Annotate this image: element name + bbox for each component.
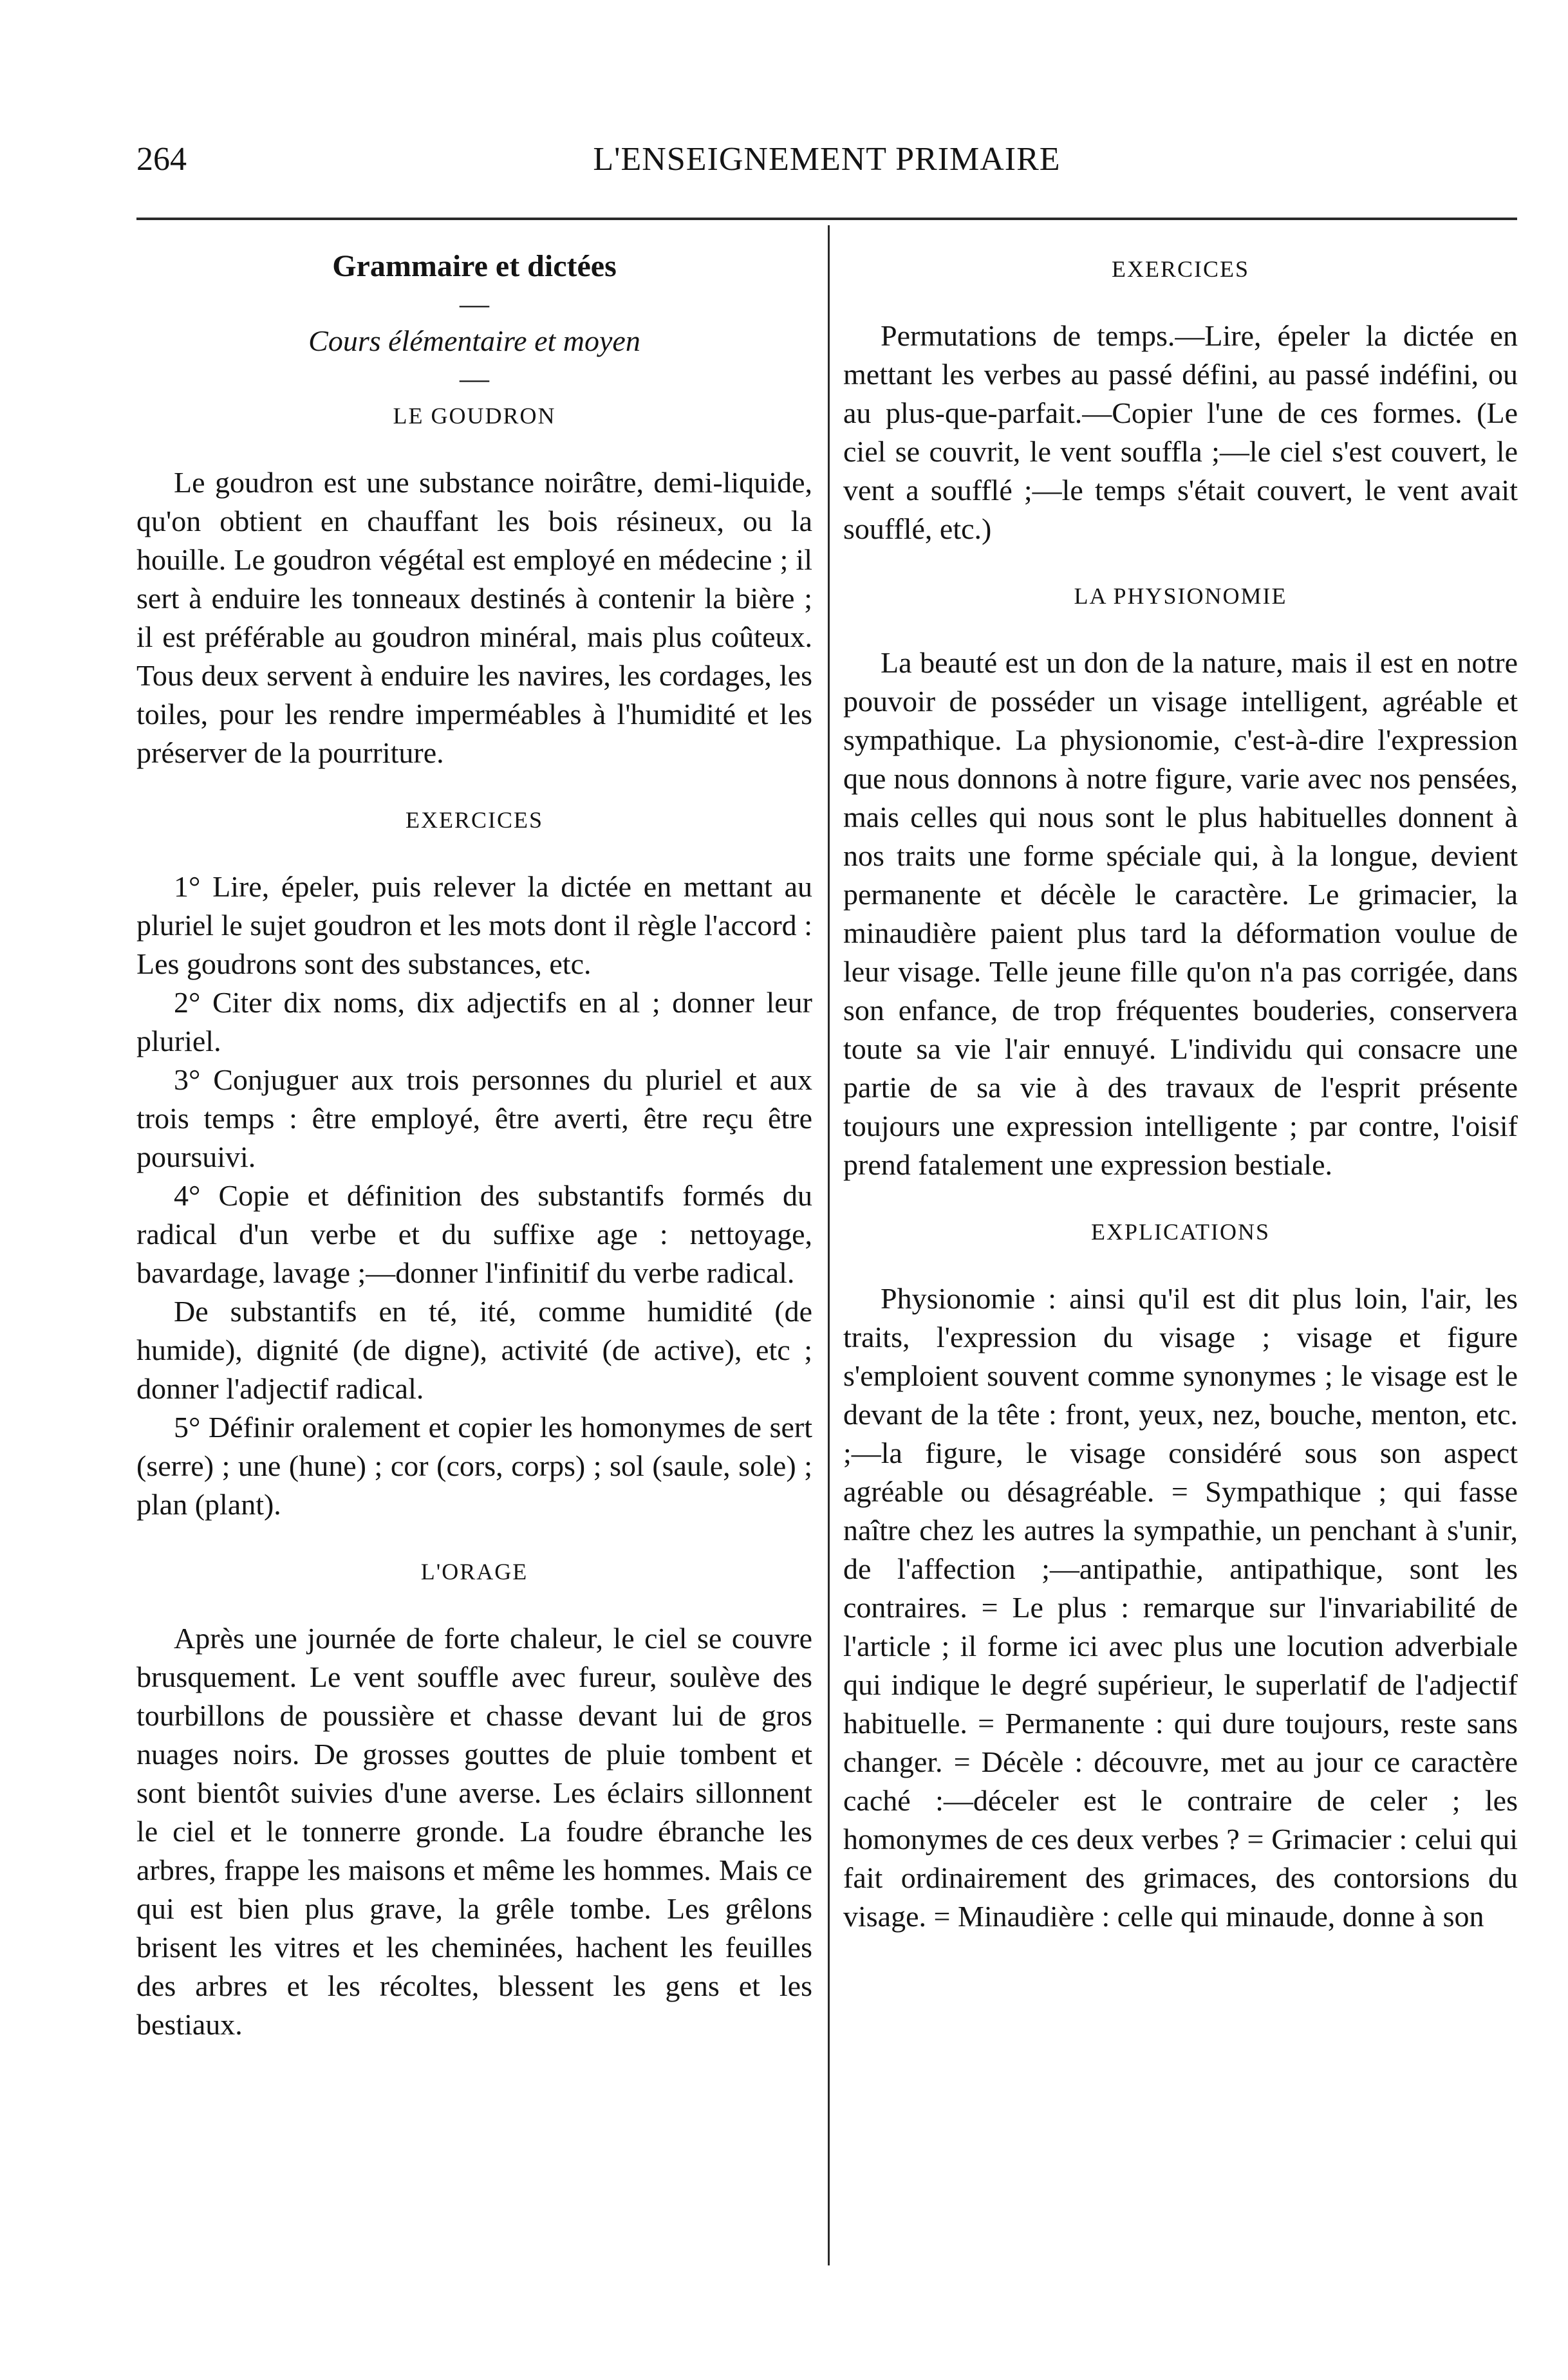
column-divider [828,225,830,2265]
dictee-title-orage: L'ORAGE [420,1559,528,1585]
exercise-item: 5° Définir oralement et copier les homonymes de sert (serre) ; une (hune) ; cor (cors, corps) ; sol (saule, sole) ; plan (plant). [136,1411,812,1521]
running-title: L'ENSEIGNEMENT PRIMAIRE [593,141,1061,178]
section-title: Grammaire et dictées [332,249,617,283]
explications-text: Physionomie : ainsi qu'il est dit plus loin, l'air, les traits, l'expression du visage ; visage et figure s'emploient souvent comme synonymes ; le visage est le devant de la tête : front, yeux, nez, bouche, menton, etc. ;—la figure, le visage considéré sous son aspect agréable ou désagréable. = Sympathique ; qui fasse naître chez les autres la sympathie, un penchant à s'unir, de l'affection ;—antipathie, antipathique, sont les contraires. = Le plus : remarque sur l'invariabilité de l'article ; il forme ici avec plus une locution adverbiale qui indique le degré supérieur, le superlatif de l'adjectif habituelle. = Permanente : qui dure toujours, reste sans changer. = Décèle : découvre, met au jour ce caractère caché :—déceler est le contraire de celer ; les homonymes de ces deux verbes ? = Grimacier : celui qui fait ordinairement des grimaces, des contorsions du visage. = Minaudière : celle qui minaude, donne à son [843,1282,1518,1933]
exercise-item: De substantifs en té, ité, comme humidité (de humide), dignité (de digne), activité (de active), etc ; donner l'adjectif radical. [136,1295,812,1405]
separator-dash: — [460,287,489,320]
left-column [136,245,812,2044]
separator-dash: — [460,362,489,395]
dictee-title-goudron: LE GOUDRON [393,403,556,429]
exercise-item: 1° Lire, épeler, puis relever la dictée en mettant au pluriel le sujet goudron et les mots dont il règle l'accord : Les goudrons sont des substances, etc. [136,870,812,980]
dictee-text-orage: Après une journée de forte chaleur, le ciel se couvre brusquement. Le vent souffle avec fureur, soulève des tourbillons de poussière et chasse devant lui de gros nuages noirs. De grosses gouttes de pluie tombent et sont bientôt suivies d'une averse. Les éclairs sillonnent le ciel et le tonnerre gronde. La foudre ébranche les arbres, frappe les maisons et même les hommes. Mais ce qui est bien plus grave, la grêle tombe. Les grêlons brisent les vitres et les cheminées, hachent les feuilles des arbres et les récoltes, blessent les gens et les bestiaux. [136,1622,812,2041]
exercise-item: 4° Copie et définition des substantifs formés du radical d'un verbe et du suffixe age : nettoyage, bavardage, lavage ;—donner l'infinitif du verbe radical. [136,1179,812,1289]
page-header [136,140,1517,192]
dictee-text-physionomie: La beauté est un don de la nature, mais il est en notre pouvoir de posséder un visage intelligent, agréable et sympathique. La physionomie, c'est-à-dire l'expression que nous donnons à notre figure, varie avec nos pensées, mais celles qui nous sont le plus habituelles donnent à nos traits une forme spéciale qui, à la longue, devient permanente et décèle le caractère. Le grimacier, la minaudière paient plus tard la déformation voulue de leur visage. Telle jeune fille qu'on n'a pas corrigée, dans son enfance, de trop fréquentes bouderies, conservera toute sa vie l'air ennuyé. L'individu qui consacre une partie de sa vie à des travaux de l'esprit présente toujours une expression intelligente ; par contre, l'oisif prend fatalement une expression bestiale. [843,646,1518,1181]
exercise-item: 3° Conjuguer aux trois personnes du pluriel et aux trois temps : être employé, être averti, être reçu être poursuivi. [136,1063,812,1173]
header-rule [136,218,1517,220]
exercices-text-orage: Permutations de temps.—Lire, épeler la dictée en mettant les verbes au passé défini, au passé indéfini, ou au plus-que-parfait.—Copier l'une de ces formes. (Le ciel se couvrit, le vent souffla ;—le ciel s'est couvert, le vent a soufflé ;—le temps s'était couvert, le vent avait soufflé, etc.) [843,319,1518,545]
section-subtitle: Cours élémentaire et moyen [308,324,640,357]
dictee-text-goudron: Le goudron est une substance noirâtre, demi-liquide, qu'on obtient en chauffant les bois résineux, ou la houille. Le goudron végétal est employé en médecine ; il sert à enduire les tonneaux destinés à contenir la bière ; il est préférable au goudron minéral, mais plus coûteux. Tous deux servent à enduire les navires, les cordages, les toiles, pour les rendre imperméables à l'humidité et les préserver de la pourriture. [136,466,812,769]
exercices-heading-left: EXERCICES [405,807,543,833]
exercices-heading-right: EXERCICES [1111,256,1249,282]
dictee-title-physionomie: LA PHYSIONOMIE [1074,583,1287,609]
page-number: 264 [136,141,187,178]
exercise-item: 2° Citer dix noms, dix adjectifs en al ; donner leur pluriel. [136,986,812,1057]
right-column [843,245,1518,1936]
explications-heading: EXPLICATIONS [1090,1219,1270,1245]
